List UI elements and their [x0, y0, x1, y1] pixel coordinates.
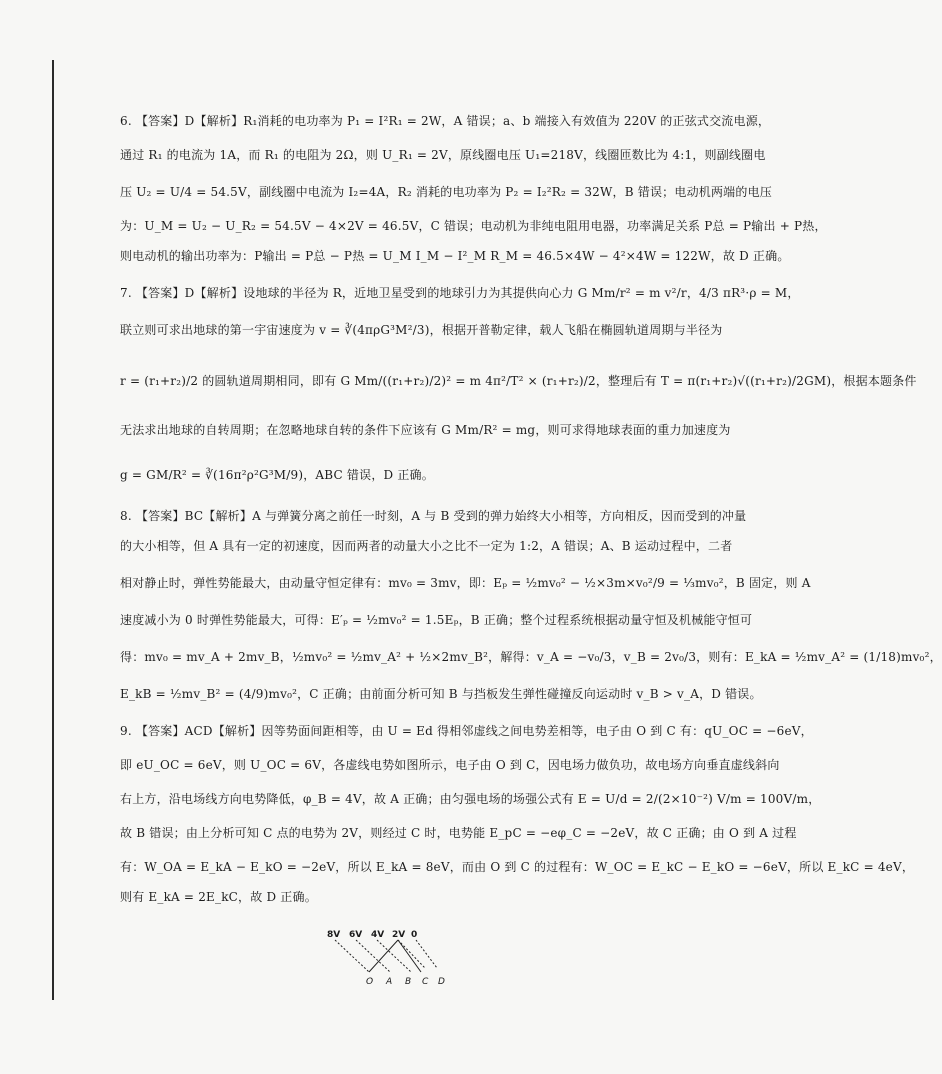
point-label: O	[366, 977, 374, 987]
text-line: 的大小相等，但 A 具有一定的初速度，因而两者的动量大小之比不一定为 1:2，A 错误；A、B 运动过程中，二者	[120, 539, 733, 553]
text-line: r = (r₁+r₂)/2 的圆轨道周期相同，即有 G Mm/((r₁+r₂)/2)² = m 4π²/T² × (r₁+r₂)/2，整理后有 T = π(r₁+r₂)√((r₁+r₂)/2GM)，根据本题条件	[120, 374, 917, 388]
question-9	[120, 722, 915, 907]
text-line: E_kB = ½mv_B² = (4/9)mv₀²，C 正确；由前面分析可知 B 与挡板发生弹性碰撞反向运动时 v_B > v_A，D 错误。	[120, 687, 762, 701]
text-line: 7. 【答案】D【解析】设地球的半径为 R，近地卫星受到的地球引力为其提供向心力 G Mm/r² = m v²/r，4/3 πR³·ρ = M，	[120, 286, 800, 300]
equipotential-diagram	[325, 928, 455, 988]
text-line: 故 B 错误；由上分析可知 C 点的电势为 2V，则经过 C 时，电势能 E_pC = −eφ_C = −2eV，故 C 正确；由 O 到 A 过程	[120, 826, 797, 840]
equipotential-line	[416, 940, 437, 968]
point-label: B	[405, 977, 412, 987]
potential-label: 2V	[392, 930, 406, 940]
potential-label: 0	[411, 930, 418, 940]
text-line: 为：U_M = U₂ − U_R₂ = 54.5V − 4×2V = 46.5V，C 错误；电动机为非纯电阻用电器，功率满足关系 P总 = P输出 + P热，	[120, 219, 827, 233]
text-line: 相对静止时，弹性势能最大，由动量守恒定律有：mv₀ = 3mv，即：Eₚ = ½mv₀² − ½×3m×v₀²/9 = ⅓mv₀²，B 固定，则 A	[120, 576, 811, 590]
electron-path	[398, 940, 421, 972]
text-line: 速度减小为 0 时弹性势能最大，可得：E′ₚ = ½mv₀² = 1.5Eₚ，B 正确；整个过程系统根据动量守恒及机械能守恒可	[120, 613, 753, 627]
point-label: D	[438, 977, 445, 987]
question-8	[120, 507, 942, 704]
equipotential-line	[398, 940, 425, 968]
potential-label: 6V	[349, 930, 363, 940]
question-6	[120, 112, 827, 266]
potential-label: 4V	[371, 930, 385, 940]
text-line: 得：mv₀ = mv_A + 2mv_B，½mv₀² = ½mv_A² + ½×2mv_B²，解得：v_A = −v₀/3，v_B = 2v₀/3，则有：E_kA = ½mv_A² = (1/18)mv₀²，	[120, 650, 942, 664]
point-label: C	[422, 977, 429, 987]
text-line: 通过 R₁ 的电流为 1A，而 R₁ 的电阻为 2Ω，则 U_R₁ = 2V，原线圈电压 U₁=218V，线圈匝数比为 4:1，则副线圈电	[120, 148, 766, 162]
text-line: 无法求出地球的自转周期；在忽略地球自转的条件下应该有 G Mm/R² = mg，则可求得地球表面的重力加速度为	[120, 423, 731, 437]
text-line: 联立则可求出地球的第一宇宙速度为 v = ∛(4πρG³M²/3)，根据开普勒定律，载人飞船在椭圆轨道周期与半径为	[120, 323, 723, 337]
text-line: 即 eU_OC = 6eV，则 U_OC = 6V，各虚线电势如图所示，电子由 O 到 C，因电场力做负功，故电场方向垂直虚线斜向	[120, 758, 780, 772]
equipotential-figure	[325, 928, 455, 988]
margin-rule	[52, 60, 54, 1000]
equipotential-line	[335, 940, 369, 972]
text-line: 9. 【答案】ACD【解析】因等势面间距相等，由 U = Ed 得相邻虚线之间电势差相等，电子由 O 到 C 有：qU_OC = −6eV，	[120, 724, 813, 738]
text-line: 8. 【答案】BC【解析】A 与弹簧分离之前任一时刻，A 与 B 受到的弹力始终大小相等，方向相反，因而受到的冲量	[120, 509, 747, 523]
question-7	[120, 284, 917, 485]
potential-label: 8V	[327, 930, 341, 940]
document-body	[120, 112, 942, 907]
text-line: 则有 E_kA = 2E_kC，故 D 正确。	[120, 890, 317, 904]
text-line: 有：W_OA = E_kA − E_kO = −2eV，所以 E_kA = 8eV，而由 O 到 C 的过程有：W_OC = E_kC − E_kO = −6eV，所以 E_kC = 4eV，	[120, 860, 915, 874]
point-label: A	[386, 977, 393, 987]
text-line: 则电动机的输出功率为：P输出 = P总 − P热 = U_M I_M − I²_M R_M = 46.5×4W − 4²×4W = 122W，故 D 正确。	[120, 249, 790, 263]
text-line: 6. 【答案】D【解析】R₁消耗的电功率为 P₁ = I²R₁ = 2W，A 错误；a、b 端接入有效值为 220V 的正弦式交流电源，	[120, 114, 771, 128]
electron-path	[369, 940, 398, 972]
text-line: g = GM/R² = ∛(16π²ρ²G³M/9)，ABC 错误，D 正确。	[120, 468, 434, 482]
text-line: 右上方，沿电场线方向电势降低，φ_B = 4V，故 A 正确；由匀强电场的场强公式有 E = U/d = 2/(2×10⁻²) V/m = 100V/m，	[120, 792, 821, 806]
text-line: 压 U₂ = U/4 = 54.5V，副线圈中电流为 I₂=4A，R₂ 消耗的电功率为 P₂ = I₂²R₂ = 32W，B 错误；电动机两端的电压	[120, 185, 772, 199]
